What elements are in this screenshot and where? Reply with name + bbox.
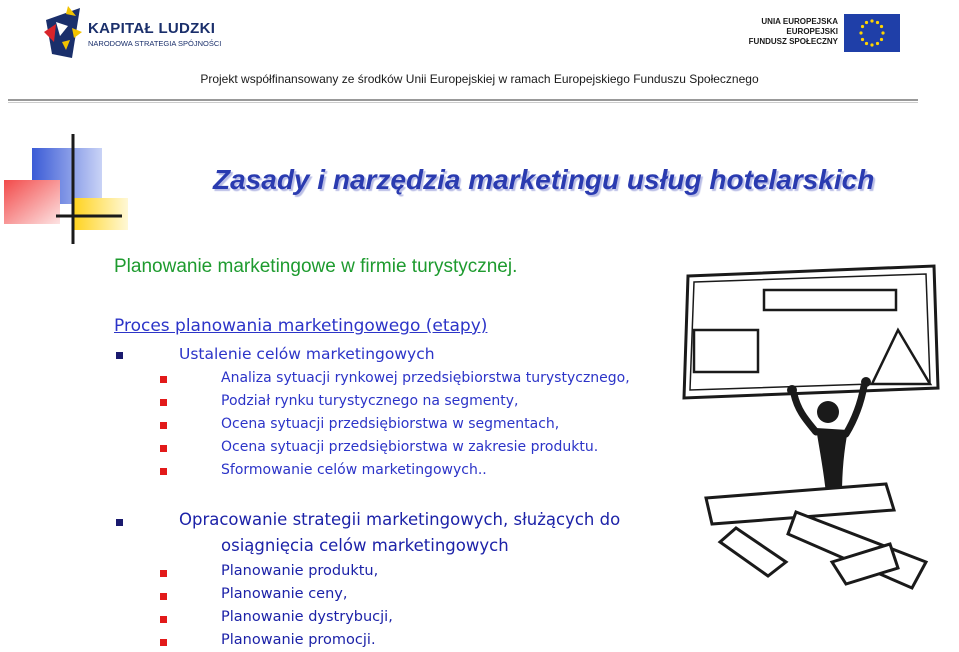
group2-label-line2: osiągnięcia celów marketingowych bbox=[221, 536, 509, 555]
list-item: Planowanie produktu, bbox=[221, 563, 379, 579]
kapital-ludzki-subtitle: NARODOWA STRATEGIA SPÓJNOŚCI bbox=[88, 39, 222, 48]
decorative-squares bbox=[0, 130, 130, 248]
cofinancing-note: Projekt współfinansowany ze środków Unii Europejskiej w ramach Europejskiego Funduszu Społecznego bbox=[200, 72, 759, 86]
bullet-square-icon bbox=[160, 399, 167, 406]
bullet-square-icon bbox=[160, 468, 167, 475]
list-item: Podział rynku turystycznego na segmenty, bbox=[221, 393, 519, 409]
process-heading: Proces planowania marketingowego (etapy) bbox=[114, 316, 488, 336]
bullet-square-icon bbox=[160, 570, 167, 577]
kapital-ludzki-logo bbox=[42, 2, 242, 62]
eu-flag-icon bbox=[844, 14, 900, 52]
bullet-square-icon bbox=[160, 616, 167, 623]
eu-logo-line: UNIA EUROPEJSKA bbox=[761, 17, 838, 26]
section-heading: Planowanie marketingowe w firmie turystycznej. bbox=[114, 256, 518, 277]
planning-clipart-illustration bbox=[676, 262, 956, 602]
eu-logo-line: EUROPEJSKI bbox=[786, 27, 838, 36]
group1-label: Ustalenie celów marketingowych bbox=[179, 345, 435, 363]
eu-logo-text bbox=[749, 17, 838, 47]
kapital-ludzki-emblem-icon bbox=[42, 2, 86, 62]
header-divider bbox=[8, 99, 918, 103]
slide-title: Zasady i narzędzia marketingu usług hotelarskich bbox=[213, 164, 875, 195]
group2-label-line1: Opracowanie strategii marketingowych, służących do bbox=[179, 510, 621, 529]
bullet-square-icon bbox=[160, 593, 167, 600]
list-item: Planowanie promocji. bbox=[221, 632, 376, 648]
eu-logo bbox=[748, 14, 900, 54]
eu-logo-line: FUNDUSZ SPOŁECZNY bbox=[748, 37, 838, 46]
list-item: Analiza sytuacji rynkowej przedsiębiorstwa turystycznego, bbox=[221, 370, 630, 386]
list-item: Planowanie dystrybucji, bbox=[221, 609, 393, 625]
bullet-square-icon bbox=[160, 376, 167, 383]
list-item: Ocena sytuacji przedsiębiorstwa w segmentach, bbox=[221, 416, 560, 432]
bullet-square-icon bbox=[116, 352, 123, 359]
list-item: Ocena sytuacji przedsiębiorstwa w zakresie produktu. bbox=[221, 439, 599, 455]
list-item: Planowanie ceny, bbox=[221, 586, 348, 602]
bullet-square-icon bbox=[116, 519, 123, 526]
bullet-square-icon bbox=[160, 639, 167, 646]
bullet-square-icon bbox=[160, 422, 167, 429]
list-item: Sformowanie celów marketingowych.. bbox=[221, 462, 487, 478]
kapital-ludzki-title: KAPITAŁ LUDZKI bbox=[88, 20, 216, 37]
bullet-square-icon bbox=[160, 445, 167, 452]
